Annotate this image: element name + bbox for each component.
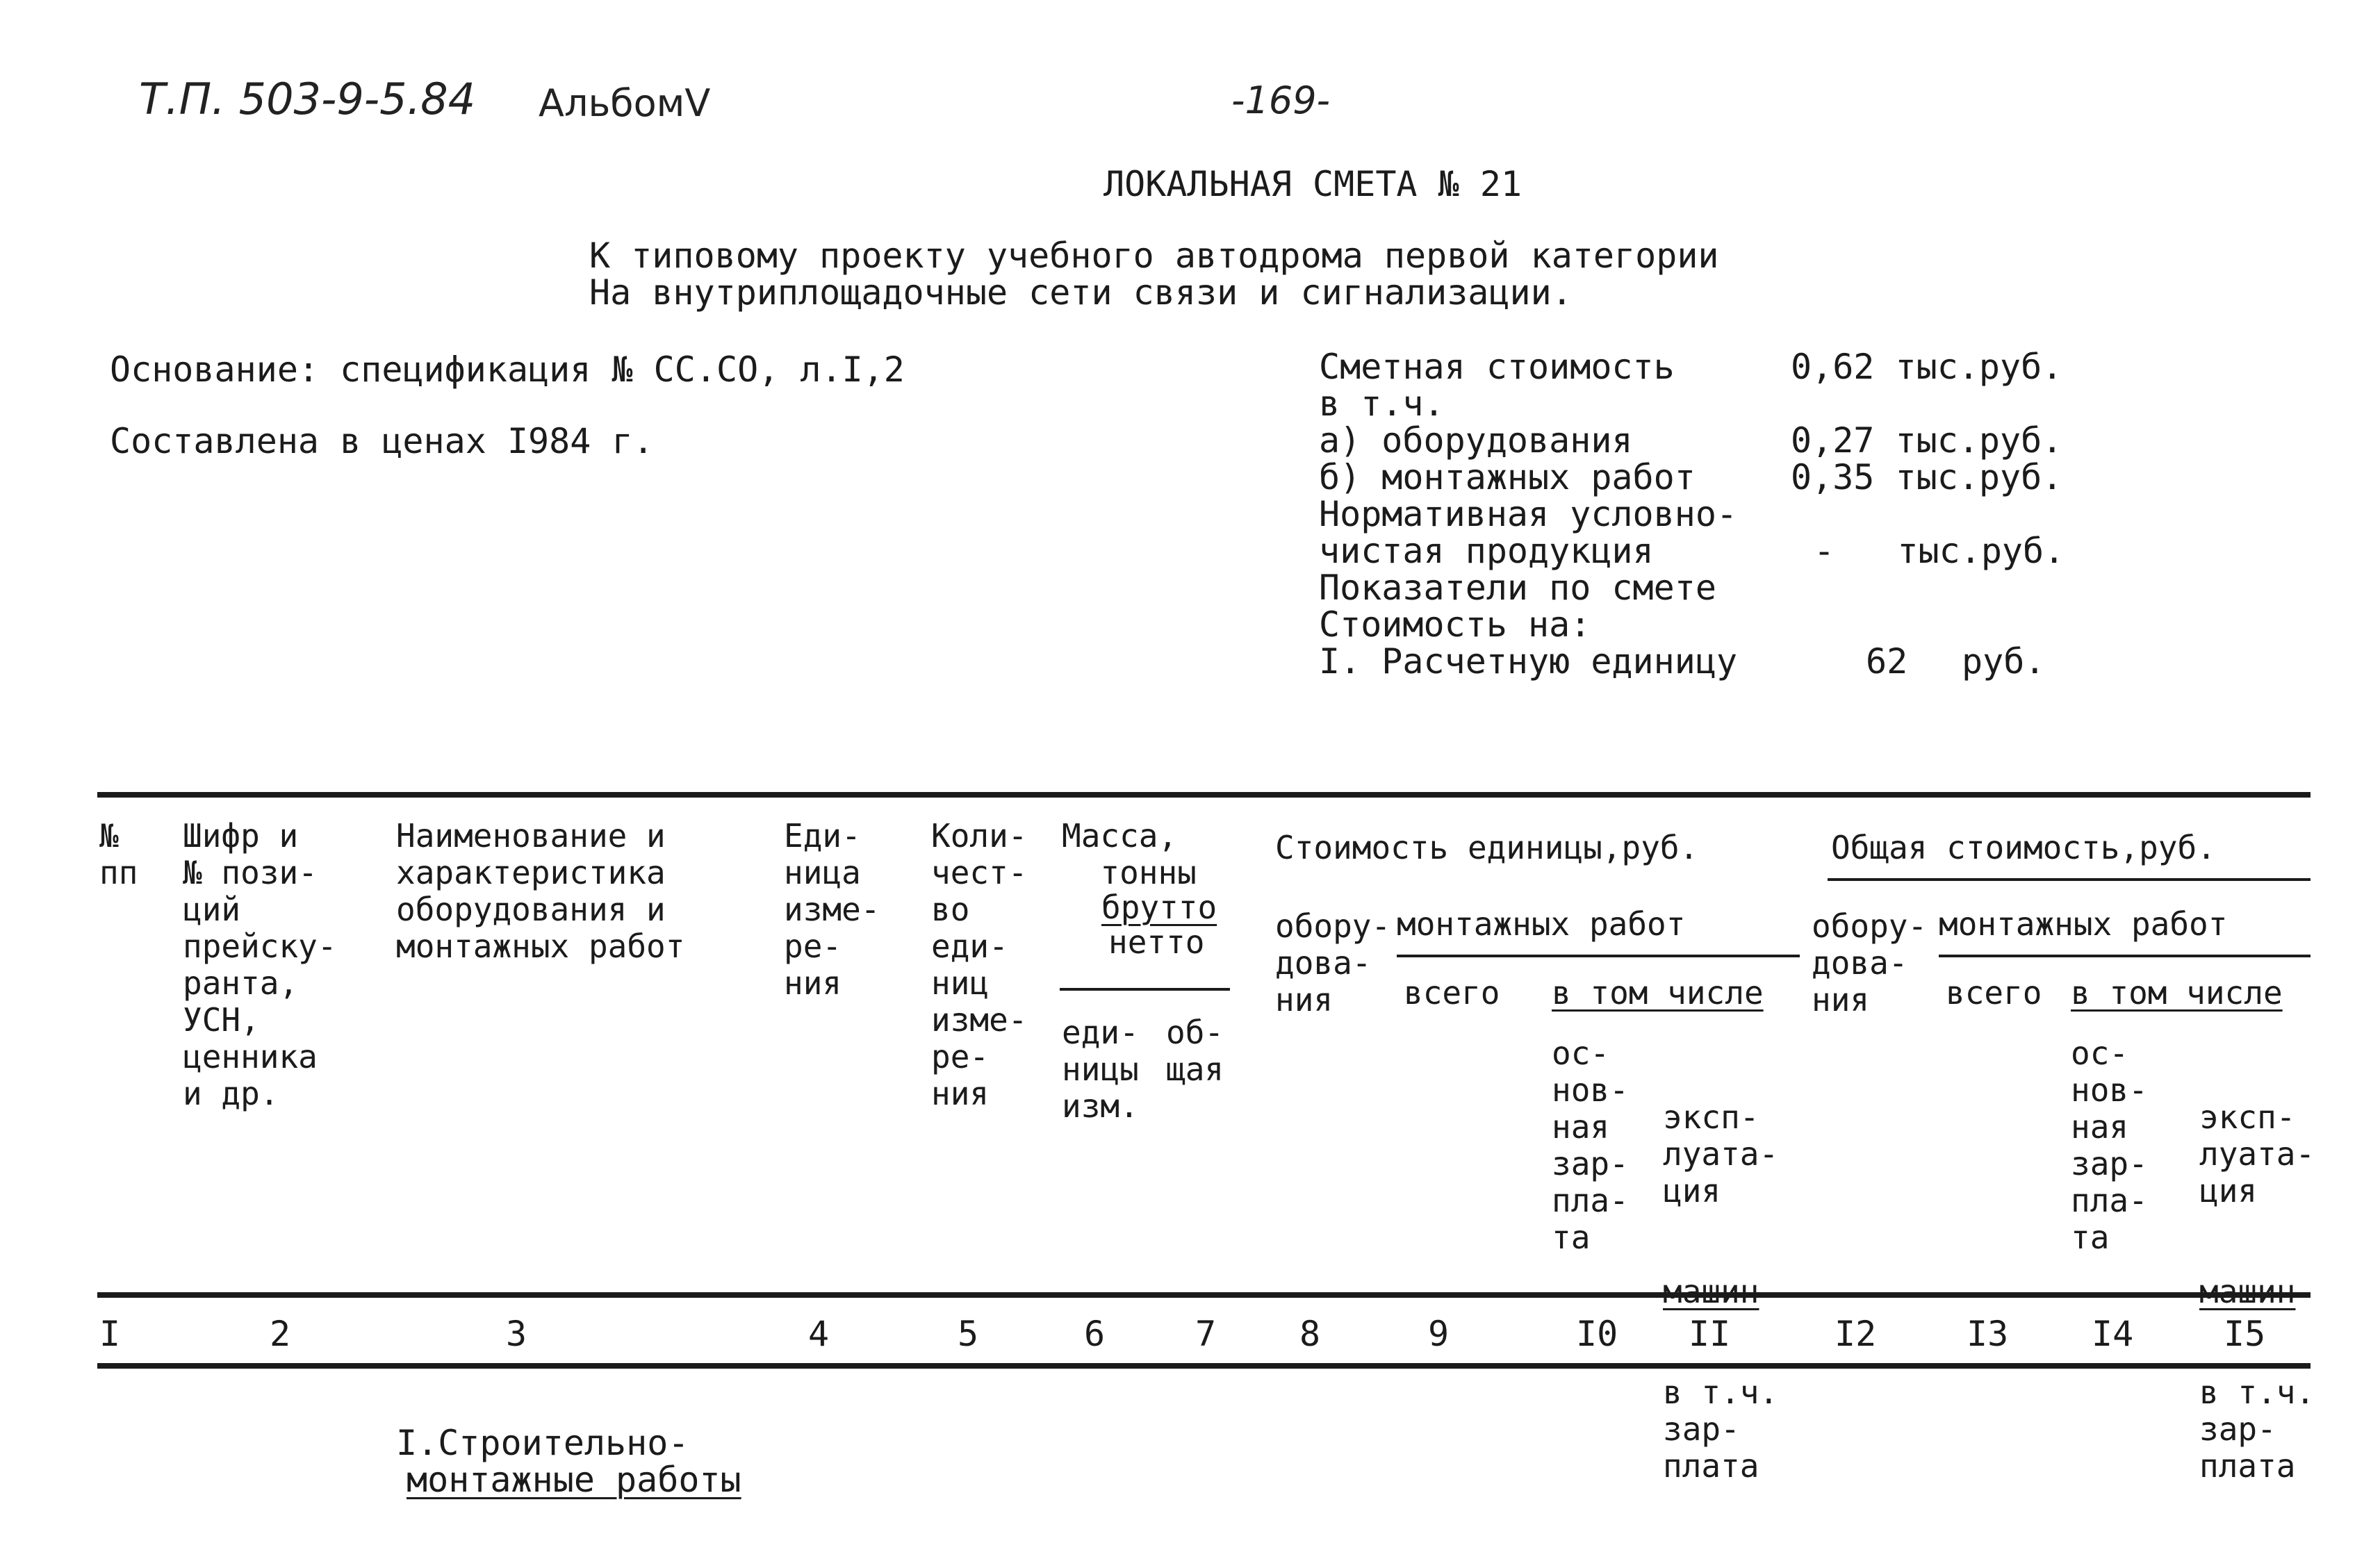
column-number: 7 [1195, 1314, 1217, 1354]
column-number: II [1689, 1314, 1731, 1354]
col-header-mass-net: нетто [1108, 923, 1205, 961]
subtitle-line-1: К типовому проекту учебного автодрома первой категории [589, 236, 1719, 276]
basis-text: Основание: спецификация № СС.СО, л.I,2 [110, 349, 905, 390]
estimated-cost-label: Сметная стоимость [1319, 347, 1675, 387]
col-header-quantity: Коли- чест- во еди- ниц изме- ре- ния [931, 817, 1028, 1112]
col-header-name: Наименование и характеристика оборудования и монтажных работ [396, 817, 685, 965]
page-number: -169- [1231, 79, 1331, 122]
column-number: 2 [270, 1314, 291, 1354]
column-number: I0 [1576, 1314, 1618, 1354]
column-number: 4 [808, 1314, 830, 1354]
total-cost-rule [1828, 878, 2311, 881]
col-header-unit-installation: монтажных работ [1397, 905, 1686, 943]
equipment-cost-value: 0,27 тыс.руб. [1791, 420, 2063, 461]
col-header-total-equipment: обору- дова- ния [1812, 907, 1928, 1018]
column-number: 8 [1299, 1314, 1321, 1354]
album-label: АльбомV [539, 81, 711, 125]
col-header-total-total: всего [1946, 974, 2042, 1012]
col-header-unit-including: в том числе [1552, 974, 1764, 1012]
installation-cost-value: 0,35 тыс.руб. [1791, 457, 2063, 497]
subtitle-line-2: На внутриплощадочные сети связи и сигнализации. [589, 272, 1573, 313]
unit-install-rule [1397, 955, 1800, 957]
indicators-label: Показатели по смете [1319, 568, 1716, 608]
section-title-line-2: монтажные работы [407, 1460, 741, 1500]
col-header-total-cost: Общая стоимость,руб. [1831, 829, 2216, 866]
normative-label-1: Нормативная условно- [1319, 494, 1738, 534]
col-header-unit-base-salary: ос- нов- ная зар- пла- та [1552, 1034, 1629, 1256]
estimated-cost-value: 0,62 тыс.руб. [1791, 347, 2063, 387]
column-number: I4 [2092, 1314, 2134, 1354]
col-header-unit-cost: Стоимость единицы,руб. [1275, 829, 1699, 866]
equipment-cost-label: а) оборудования [1319, 420, 1633, 461]
col-header-total-machine-op: эксп- луата- ция машин в т.ч. зар- плата [2199, 1098, 2315, 1485]
unit-cost-value: 62 [1866, 641, 1908, 682]
col-header-total-installation: монтажных работ [1939, 905, 2228, 943]
installation-cost-label: б) монтажных работ [1319, 457, 1696, 497]
column-number: I2 [1835, 1314, 1877, 1354]
col-header-mass-unit: еди- ницы изм. [1062, 1014, 1139, 1125]
col-header-code: Шифр и № пози- ций прейску- ранта, УСН, ценника и др. [183, 817, 337, 1112]
col-header-mass: Масса, тонны [1062, 817, 1197, 891]
total-install-rule [1939, 955, 2311, 957]
document-code: Т.П. 503-9-5.84 [139, 74, 476, 124]
normative-value: - тыс.руб. [1814, 531, 2065, 571]
column-number: 9 [1428, 1314, 1450, 1354]
including-label: в т.ч. [1319, 383, 1445, 424]
unit-cost-currency: руб. [1962, 641, 2046, 682]
col-header-unit: Еди- ница изме- ре- ния [784, 817, 880, 1002]
column-number: I [99, 1314, 121, 1354]
col-header-mass-total: об- щая [1166, 1014, 1224, 1088]
unit-cost-label: I. Расчетную единицу [1319, 641, 1738, 682]
prices-year-text: Составлена в ценах I984 г. [110, 421, 654, 461]
column-number: 6 [1084, 1314, 1106, 1354]
col-header-number: № пп [99, 817, 138, 891]
normative-label-2: чистая продукция [1319, 531, 1654, 571]
col-header-total-base-salary: ос- нов- ная зар- пла- та [2071, 1034, 2148, 1256]
section-title-line-1: I.Строительно- [396, 1423, 689, 1463]
column-numbers-rule [97, 1363, 2311, 1369]
cost-per-label: Стоимость на: [1319, 604, 1591, 645]
column-number: I3 [1967, 1314, 2009, 1354]
col-header-mass-gross: брутто [1101, 889, 1217, 926]
mass-split-rule [1060, 988, 1230, 991]
col-header-unit-machine-op: эксп- луата- ция машин в т.ч. зар- плата [1663, 1098, 1779, 1485]
column-number: 3 [506, 1314, 527, 1354]
table-top-rule [97, 792, 2311, 798]
col-header-unit-total: всего [1404, 974, 1500, 1012]
header-bottom-rule [97, 1292, 2311, 1298]
col-header-total-including: в том числе [2071, 974, 2283, 1012]
column-number: I5 [2224, 1314, 2266, 1354]
column-number: 5 [958, 1314, 979, 1354]
col-header-unit-equipment: обору- дова- ния [1275, 907, 1391, 1018]
page-title: ЛОКАЛЬНАЯ СМЕТА № 21 [1103, 164, 1523, 204]
